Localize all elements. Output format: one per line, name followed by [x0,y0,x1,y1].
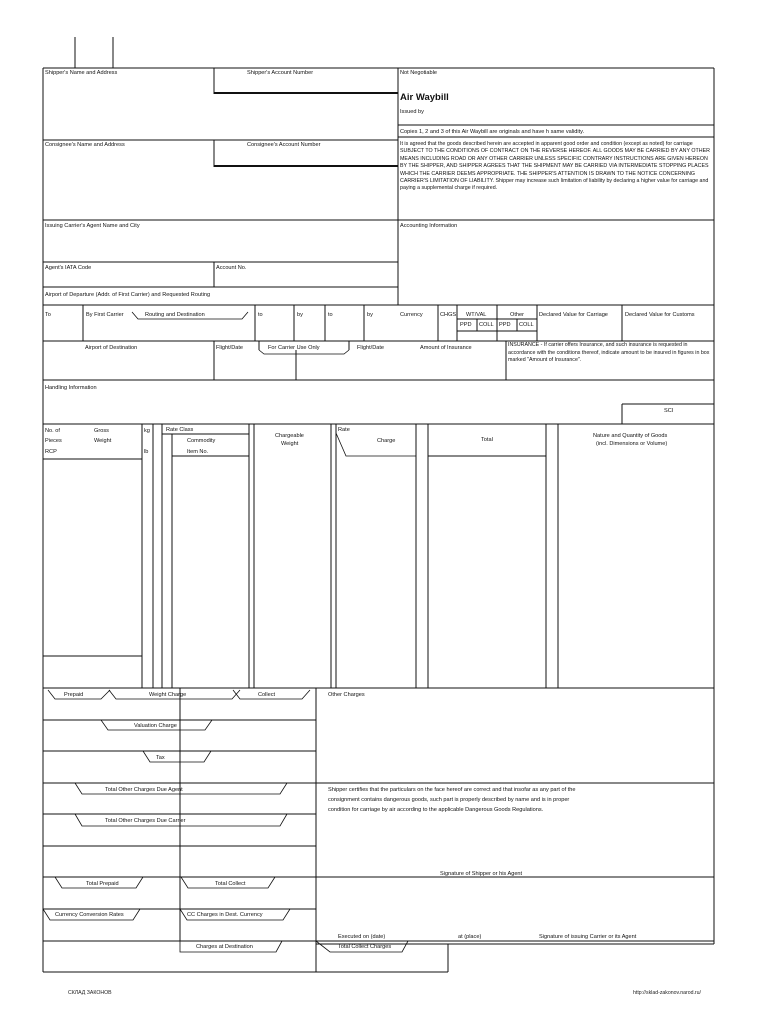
kg-label: kg [144,428,150,434]
coll-label-2: COLL [519,322,534,328]
ppd-label-1: PPD [460,322,472,328]
currency-conversion-label: Currency Conversion Rates [55,912,124,918]
cc-charges-label: CC Charges in Dest. Currency [187,912,263,918]
airport-departure-label: Airport of Departure (Addr. of First Carrier) and Requested Routing [45,292,211,298]
commodity-label: Commodity [187,438,216,444]
charges-destination-label: Charges at Destination [196,944,253,950]
by-label-2: by [297,312,303,318]
shipper-certifies-line-1: Shipper certifies that the particulars on the face hereof are correct and that insofar as any part of the [328,787,576,793]
carrier-use-only-label: For Carrier Use Only [268,345,320,351]
rate-label: Rate [338,427,350,433]
wt-val-label: WT/VAL [466,312,487,318]
declared-customs-label: Declared Value for Customs [625,312,695,318]
total-collect-charges-label: Total Collect Charges [338,944,392,950]
collect-label: Collect [258,692,276,698]
shipper-certifies-line-2: consignment contains dangerous goods, such part is properly described by name and is in proper [328,797,570,803]
signature-carrier-label: Signature of issuing Carrier or its Agent [539,934,637,940]
weight-charge-label: Weight Charge [149,692,187,698]
amount-insurance-label: Amount of Insurance [420,345,472,351]
by-first-carrier-label: By First Carrier [86,312,124,318]
conditions-of-contract: It is agreed that the goods described herein are accepted in apparent good order and condition (except as noted) for carriage SUBJECT TO THE CONDITIONS OF CONTRACT ON THE REVERSE HEREOF. ALL GOODS MAY BE CARRIED BY ANY OTHER MEANS INCLUDING ROAD OR ANY OTHER CARRIER UNLESS SPECIFIC CONTRARY INSTRUCTIONS ARE GIVEN HEREON BY THE SHIPPER, AND SHIPPER AGREES THAT THE SHIPMENT MAY BE CARRIED VIA INTERMEDIATE STOPPING PLACES WHICH THE CARRIER DEEMS APPROPRIATE. THE SHIPPER'S ATTENTION IS DRAWN TO THE NOTICE CONCERNING CARRIER'S LIMITATION OF LIABILITY. Shipper may increase such limitation of liability by declaring a higher value for carriage and paying a supplemental charge if required. [400,141,710,192]
footer-left: СКЛАД ЗАКОНОВ [68,990,112,996]
handling-info-label: Handling Information [45,385,97,391]
total-prepaid-label: Total Prepaid [86,881,119,887]
sci-label: SCI [664,408,674,414]
total-other-agent-label: Total Other Charges Due Agent [105,787,183,793]
copies-note: Copies 1, 2 and 3 of this Air Waybill are originals and have h same validity. [400,129,585,135]
chargeable-label: Chargeable [275,433,304,439]
shipper-certifies-line-3: condition for carriage by air according to the applicable Dangerous Goods Regulations. [328,807,544,813]
gross-weight-label: Weight [94,438,112,444]
accounting-info-label: Accounting Information [400,223,458,229]
shipper-account-label: Shipper's Account Number [247,70,314,76]
agent-iata-label: Agent's IATA Code [45,265,92,271]
not-negotiable-label: Not Negotiable [400,70,438,76]
lb-label: lb [144,449,149,455]
consignee-account-label: Consignee's Account Number [247,142,321,148]
declared-carriage-label: Declared Value for Carriage [539,312,608,318]
rate-class-label: Rate Class [166,427,194,433]
chargeable-weight-label: Weight [281,441,299,447]
currency-label: Currency [400,312,423,318]
chgs-label: CHGS [440,312,457,318]
shipper-name-label: Shipper's Name and Address [45,70,118,76]
no-of-label: No. of [45,428,60,434]
tax-label: Tax [156,755,165,761]
rcp-label: RCP [45,449,57,455]
issued-by-label: Issued by [400,109,424,115]
executed-on-label: Executed on (date) [338,934,386,940]
to-label-2: to [258,312,263,318]
to-label: To [45,312,51,318]
flight-date-label-1: Flight/Date [216,345,244,351]
to-label-3: to [328,312,333,318]
flight-date-label-2: Flight/Date [357,345,385,351]
coll-label-1: COLL [479,322,494,328]
other-label: Other [510,312,524,318]
charge-label: Charge [377,438,396,444]
other-charges-label: Other Charges [328,692,365,698]
gross-label: Gross [94,428,109,434]
dimensions-label: (incl. Dimensions or Volume) [596,441,668,447]
airport-destination-label: Airport of Destination [85,345,138,351]
pieces-label: Pieces [45,438,62,444]
total-label: Total [481,437,493,443]
issuing-agent-label: Issuing Carrier's Agent Name and City [45,223,140,229]
by-label-3: by [367,312,373,318]
consignee-name-label: Consignee's Name and Address [45,142,125,148]
total-other-carrier-label: Total Other Charges Due Carrier [105,818,186,824]
at-place-label: at (place) [458,934,482,940]
total-collect-label: Total Collect [215,881,246,887]
footer-right: http://sklad-zakonov.narod.ru/ [633,990,701,996]
item-no-label: Item No. [187,449,209,455]
ppd-label-2: PPD [499,322,511,328]
valuation-charge-label: Valuation Charge [134,723,177,729]
signature-shipper-label: Signature of Shipper or his Agent [440,871,523,877]
account-no-label: Account No. [216,265,247,271]
form-title: Air Waybill [400,92,449,103]
nature-quantity-label: Nature and Quantity of Goods [593,433,668,439]
routing-destination-label: Routing and Destination [145,312,205,318]
insurance-note: INSURANCE - If carrier offers Insurance, and such insurance is requested in accordance with the conditions thereof, indicate amount to be insured in figures in box marked "Amount of Insurance". [508,342,710,364]
prepaid-label: Prepaid [64,692,84,698]
